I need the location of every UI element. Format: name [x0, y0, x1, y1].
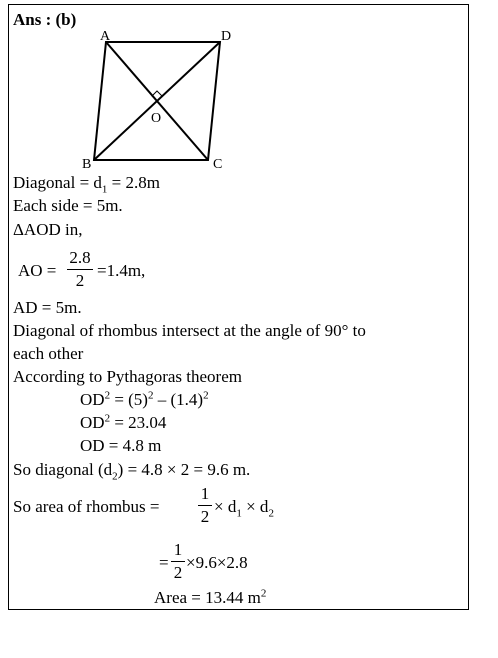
- line-triangle: ΔAOD in,: [13, 220, 83, 239]
- rhombus-diagram: [0, 0, 498, 180]
- area2-rhs: ×9.6×2.8: [186, 553, 248, 572]
- label-b: B: [82, 157, 92, 172]
- ao-rhs: =1.4m,: [97, 261, 146, 280]
- ao-fraction: 2.8 2: [67, 248, 93, 291]
- line-diagonal-2: So diagonal $(d_2) = 4.8 \times 2 = 9.6$ m.: [13, 460, 251, 483]
- area-final: Area = 13.44 $m^2$: [154, 587, 267, 607]
- line-od-1: $OD^2 = (5)^2 - (1.4)^2$: [80, 389, 209, 409]
- area-lhs: So area of rhombus =: [13, 497, 160, 516]
- ao-lhs: AO =: [18, 261, 57, 280]
- area-half-fraction: 1 2: [198, 484, 212, 527]
- area-rhs: × $d_1 \times d_2$: [214, 497, 274, 520]
- line-intersect-1: Diagonal of rhombus intersect at the angle of 90° to: [13, 321, 366, 340]
- line-intersect-2: each other: [13, 344, 84, 363]
- line-ad: AD = 5m.: [13, 298, 82, 317]
- label-o: O: [151, 111, 162, 126]
- area2-eq: =: [159, 553, 169, 572]
- line-diagonal: Diagonal = $d_1 = 2.8m$: [13, 173, 160, 196]
- line-pythagoras: According to Pythagoras theorem: [13, 367, 242, 386]
- label-c: C: [213, 157, 223, 172]
- label-d: D: [221, 29, 232, 44]
- line-side: Each side = 5m.: [13, 196, 123, 215]
- line-od-3: OD = 4.8 m: [80, 436, 162, 455]
- label-a: A: [100, 29, 111, 44]
- area2-half-fraction: 1 2: [171, 540, 185, 583]
- line-od-2: $OD^2 = 23.04$: [80, 412, 167, 432]
- answer-heading: Ans : (b): [13, 10, 77, 29]
